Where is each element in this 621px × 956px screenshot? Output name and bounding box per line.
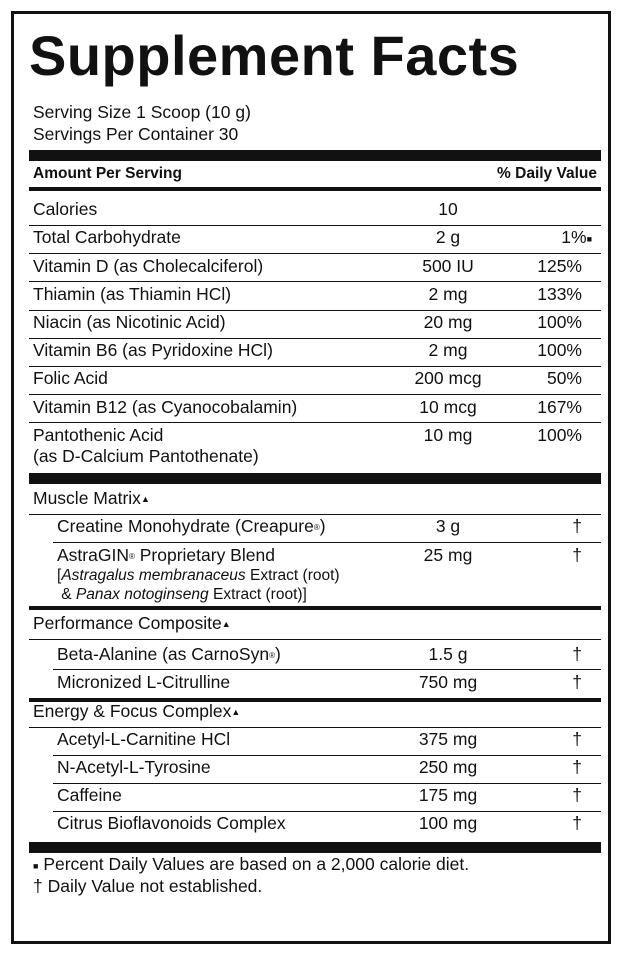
triangle-symbol-icon: ▲ [221,619,231,629]
row-divider [29,394,601,395]
nutrient-amount: 500 IU [422,256,474,276]
amount-per-serving-label: Amount Per Serving [33,165,182,182]
triangle-symbol-icon: ▲ [140,494,150,504]
row-divider [29,639,601,640]
nutrient-dv: 133% [537,284,582,304]
nutrient-name: Vitamin B6 (as Pyridoxine HCl) [33,340,273,360]
daily-value-label: % Daily Value [497,165,597,182]
dagger-icon: † [572,672,582,692]
ingredient-name: Beta-Alanine (as CarnoSyn®) [57,644,281,664]
nutrient-dv: 125% [537,256,582,276]
column-header [33,164,597,184]
ingredient-name: Micronized L-Citrulline [57,672,231,692]
ingredient-amount: 25 mg [423,545,473,565]
thick-divider [29,842,601,853]
ingredient-name: N-Acetyl-L-Tyrosine [57,757,211,777]
ingredient-amount: 750 mg [418,672,478,692]
dagger-icon: † [572,729,582,749]
nutrient-amount: 10 mcg [419,397,477,417]
nutrient-dv: 167% [537,397,582,417]
registered-icon: ® [128,552,135,561]
nutrient-dv: 100% [537,312,582,332]
footnote-dagger: † Daily Value not established. [33,876,263,896]
nutrient-name-line2: (as D-Calcium Pantothenate) [33,446,259,466]
nutrient-amount: 2 mg [428,340,468,360]
ingredient-name: Creatine Monohydrate (Creapure®) [57,516,326,536]
nutrient-amount: 2 g [435,227,461,247]
nutrient-amount: 200 mcg [414,368,482,388]
medium-divider [29,187,601,191]
servings-per-container: Servings Per Container 30 [33,124,239,144]
footnote-percent: ■ Percent Daily Values are based on a 2,000 calorie diet. [33,854,470,874]
nutrient-name: Thiamin (as Thiamin HCl) [33,284,232,304]
registered-icon: ® [313,523,320,532]
blend-heading: Energy & Focus Complex▲ [33,701,241,721]
row-divider [53,783,601,784]
dagger-icon: † [572,516,582,536]
dagger-icon: † [572,545,582,565]
supplement-facts-panel [11,11,611,944]
row-divider [29,281,601,282]
dagger-icon: † [33,876,43,896]
nutrient-dv: 1%■ [561,227,592,247]
dagger-icon: † [572,644,582,664]
square-symbol-icon: ■ [586,234,592,244]
dagger-icon: † [572,813,582,833]
nutrient-amount: 20 mg [423,312,473,332]
nutrient-name: Vitamin D (as Cholecalciferol) [33,256,264,276]
ingredient-amount: 250 mg [418,757,478,777]
nutrient-amount: 10 mg [423,425,473,445]
ingredient-amount: 1.5 g [428,644,468,664]
nutrient-dv: 50% [546,368,582,388]
nutrient-name: Folic Acid [33,368,108,388]
blend-heading: Muscle Matrix▲ [33,488,150,508]
ingredient-amount: 3 g [435,516,461,536]
row-divider [29,366,601,367]
ingredient-name: Acetyl-L-Carnitine HCl [57,729,231,749]
row-divider [53,669,601,670]
nutrient-dv: 100% [537,425,582,445]
nutrient-name: Vitamin B12 (as Cyanocobalamin) [33,397,298,417]
thick-divider [29,473,601,484]
ingredient-amount: 175 mg [418,785,478,805]
dagger-icon: † [572,757,582,777]
thick-divider [29,150,601,161]
ingredient-name: Caffeine [57,785,122,805]
ingredient-name: AstraGIN® Proprietary Blend [57,545,275,565]
serving-size: Serving Size 1 Scoop (10 g) [33,102,251,122]
nutrient-name: Calories [33,199,98,219]
row-divider [53,542,601,543]
row-divider [29,422,601,423]
blend-heading: Performance Composite▲ [33,613,231,633]
square-symbol-icon: ■ [33,861,39,871]
triangle-symbol-icon: ▲ [231,707,241,717]
ingredient-amount: 100 mg [418,813,478,833]
registered-icon: ® [269,651,275,660]
blend-detail-line: [Astragalus membranaceus Extract (root) [57,567,340,584]
nutrient-name: Total Carbohydrate [33,227,181,247]
nutrient-name: Niacin (as Nicotinic Acid) [33,312,226,332]
row-divider [29,253,601,254]
nutrient-amount: 10 [438,199,458,219]
blend-detail-line: & Panax notoginseng Extract (root)] [57,586,307,603]
ingredient-amount: 375 mg [418,729,478,749]
nutrient-dv: 100% [537,340,582,360]
medium-divider [29,606,601,610]
nutrient-amount: 2 mg [428,284,468,304]
nutrient-name: Pantothenic Acid [33,425,164,445]
dagger-icon: † [572,785,582,805]
ingredient-name: Citrus Bioflavonoids Complex [57,813,286,833]
panel-title: Supplement Facts [29,24,520,87]
